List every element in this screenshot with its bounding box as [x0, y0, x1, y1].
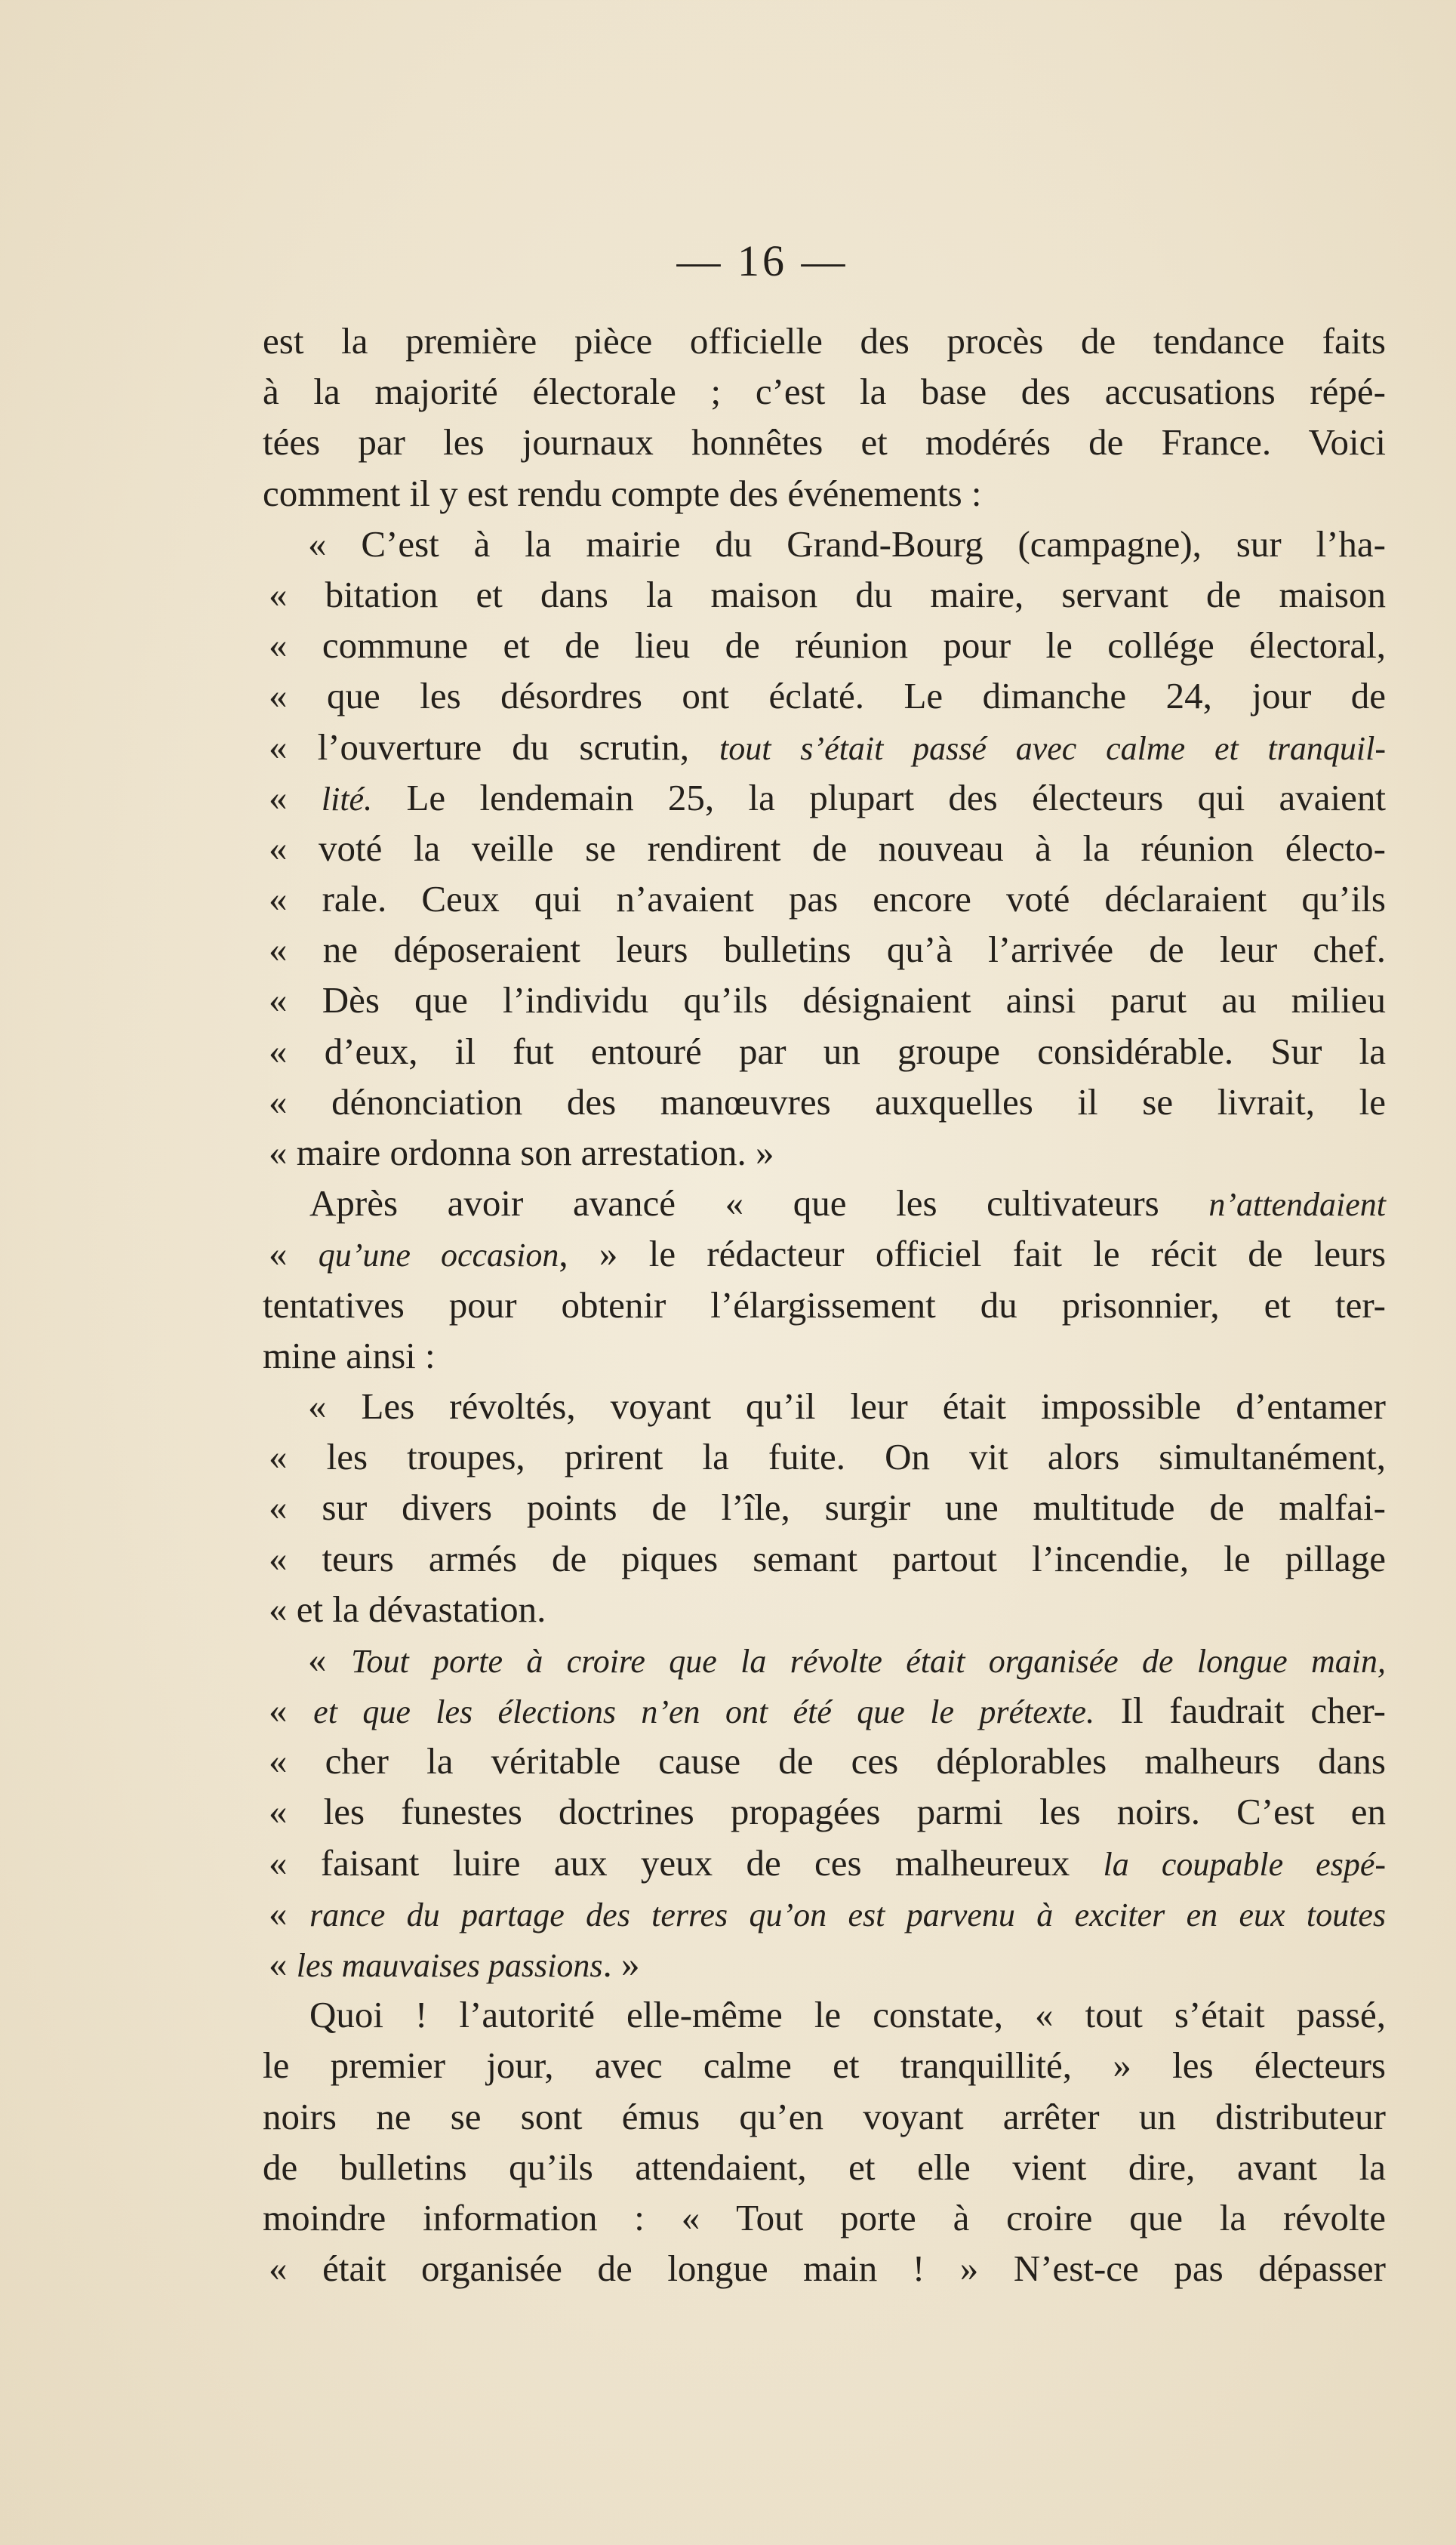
text-line	[263, 2040, 1386, 2091]
text-line	[263, 1888, 1386, 1939]
text-run: « bitation et dans la maison du maire, servant de maison	[269, 573, 1386, 615]
text-run: « voté la veille se rendirent de nouveau à la réunion électo-	[269, 827, 1386, 869]
italic-text: qu’une occasion	[318, 1237, 559, 1274]
text-run: tées par les journaux honnêtes et modérés de France. Voici	[263, 421, 1386, 464]
italic-text: et que les élections n’en ont été que le prétexte.	[313, 1693, 1095, 1731]
text-line	[263, 670, 1386, 721]
text-run: « Les révoltés, voyant qu’il leur était impossible d’entamer	[308, 1385, 1386, 1427]
text-run: « C’est à la mairie du Grand-Bourg (campagne), sur l’ha-	[308, 522, 1386, 565]
text-line	[263, 1786, 1386, 1837]
text-run: « ne déposeraient leurs bulletins qu’à l’arrivée de leur chef.	[269, 929, 1386, 971]
text-line	[263, 1026, 1386, 1077]
text-run: de bulletins qu’ils attendaient, et elle vient dire, avant la	[263, 2146, 1386, 2188]
text-run: « et la dévastation.	[269, 1588, 546, 1630]
text-line	[263, 1584, 1386, 1635]
text-run: «	[269, 1690, 314, 1732]
text-line	[263, 873, 1386, 924]
text-line	[263, 2243, 1386, 2294]
text-line	[263, 1939, 1386, 1989]
italic-text: lité.	[321, 780, 373, 818]
text-line	[263, 620, 1386, 670]
text-line	[263, 1736, 1386, 1786]
text-line	[263, 1127, 1386, 1178]
text-run: « maire ordonna son arrestation. »	[269, 1132, 774, 1173]
text-run: tentatives pour obtenir l’élargissement du prisonnier, et ter-	[263, 1283, 1386, 1326]
text-run: Quoi ! l’autorité elle-même le constate, « tout s’était passé,	[309, 1994, 1386, 2036]
text-run: « rale. Ceux qui n’avaient pas encore voté déclaraient qu’ils	[269, 878, 1386, 920]
text-line	[263, 2091, 1386, 2142]
text-run: . »	[602, 1943, 640, 1985]
italic-text: n’attendaient	[1208, 1186, 1386, 1224]
body-text	[263, 316, 1386, 2294]
text-run: « les troupes, prirent la fuite. On vit alors simultanément,	[269, 1436, 1386, 1478]
text-line	[263, 1228, 1386, 1279]
italic-text: rance du partage des terres qu’on est parvenu à exciter en eux toutes	[309, 1896, 1386, 1933]
italic-text: les mauvaises passions	[296, 1947, 603, 1984]
page-number: — 16 —	[676, 236, 848, 285]
text-run: est la première pièce officielle des procès de tendance faits	[263, 320, 1386, 362]
italic-text: la coupable espé-	[1103, 1845, 1387, 1883]
text-line	[263, 1381, 1386, 1431]
text-run: « que les désordres ont éclaté. Le dimanche 24, jour de	[269, 675, 1386, 717]
text-run: « les funestes doctrines propagées parmi les noirs. C’est en	[269, 1791, 1386, 1833]
text-line	[263, 417, 1386, 467]
text-run: «	[269, 1943, 297, 1985]
text-line	[263, 1178, 1386, 1228]
text-line	[263, 1533, 1386, 1584]
text-line	[263, 975, 1386, 1025]
text-run: « d’eux, il fut entouré par un groupe considérable. Sur la	[269, 1030, 1386, 1072]
text-run: « dénonciation des manœuvres auxquelles il se livrait, le	[269, 1080, 1386, 1123]
text-line	[263, 316, 1386, 366]
text-run: «	[269, 1892, 310, 1934]
text-line	[263, 924, 1386, 975]
text-line	[263, 519, 1386, 569]
text-run: « Dès que l’individu qu’ils désignaient ainsi parut au milieu	[269, 979, 1386, 1021]
text-line	[263, 823, 1386, 873]
text-line	[263, 366, 1386, 417]
text-line	[263, 722, 1386, 772]
text-line	[263, 1077, 1386, 1127]
text-line	[263, 2142, 1386, 2192]
text-run: , » le rédacteur officiel fait le récit de leurs	[559, 1233, 1387, 1275]
text-run: «	[269, 1233, 319, 1275]
text-run: à la majorité électorale ; c’est la base des accusations répé-	[263, 371, 1386, 413]
text-run: « l’ouverture du scrutin,	[269, 726, 720, 768]
text-run: comment il y est rendu compte des événements :	[263, 472, 982, 514]
text-run: « teurs armés de piques semant partout l’incendie, le pillage	[269, 1537, 1386, 1579]
text-run: « faisant luire aux yeux de ces malheureux	[269, 1841, 1104, 1884]
text-line	[263, 569, 1386, 620]
text-run: Il faudrait cher-	[1094, 1690, 1386, 1732]
text-run: mine ainsi :	[263, 1334, 436, 1376]
text-run: noirs ne se sont émus qu’en voyant arrêter un distributeur	[263, 2095, 1386, 2137]
text-line	[263, 1635, 1386, 1685]
text-run: « commune et de lieu de réunion pour le collége électoral,	[269, 624, 1386, 667]
italic-text: tout s’était passé avec calme et tranquil-	[719, 729, 1386, 767]
text-line	[263, 1280, 1386, 1330]
text-run: « cher la véritable cause de ces déplorables malheurs dans	[269, 1740, 1386, 1782]
text-run: « était organisée de longue main ! » N’est-ce pas dépasser	[269, 2248, 1386, 2290]
text-line	[263, 2192, 1386, 2243]
text-line	[263, 772, 1386, 823]
text-run: le premier jour, avec calme et tranquillité, » les électeurs	[263, 2044, 1386, 2087]
text-run: Après avoir avancé « que les cultivateurs	[309, 1182, 1209, 1225]
text-line	[263, 1431, 1386, 1482]
text-run: moindre information : « Tout porte à croire que la révolte	[263, 2196, 1386, 2238]
text-run: «	[308, 1638, 352, 1681]
text-line	[263, 468, 1386, 519]
text-line	[263, 1685, 1386, 1736]
text-run: «	[269, 776, 322, 818]
text-run: Le lendemain 25, la plupart des électeurs qui avaient	[372, 776, 1387, 818]
text-run: « sur divers points de l’île, surgir une multitude de malfai-	[269, 1487, 1386, 1529]
italic-text: Tout porte à croire que la révolte était organisée de longue main,	[351, 1642, 1387, 1680]
text-line	[263, 1330, 1386, 1381]
text-line	[263, 1989, 1386, 2040]
text-line	[263, 1838, 1386, 1888]
text-line	[263, 1482, 1386, 1533]
